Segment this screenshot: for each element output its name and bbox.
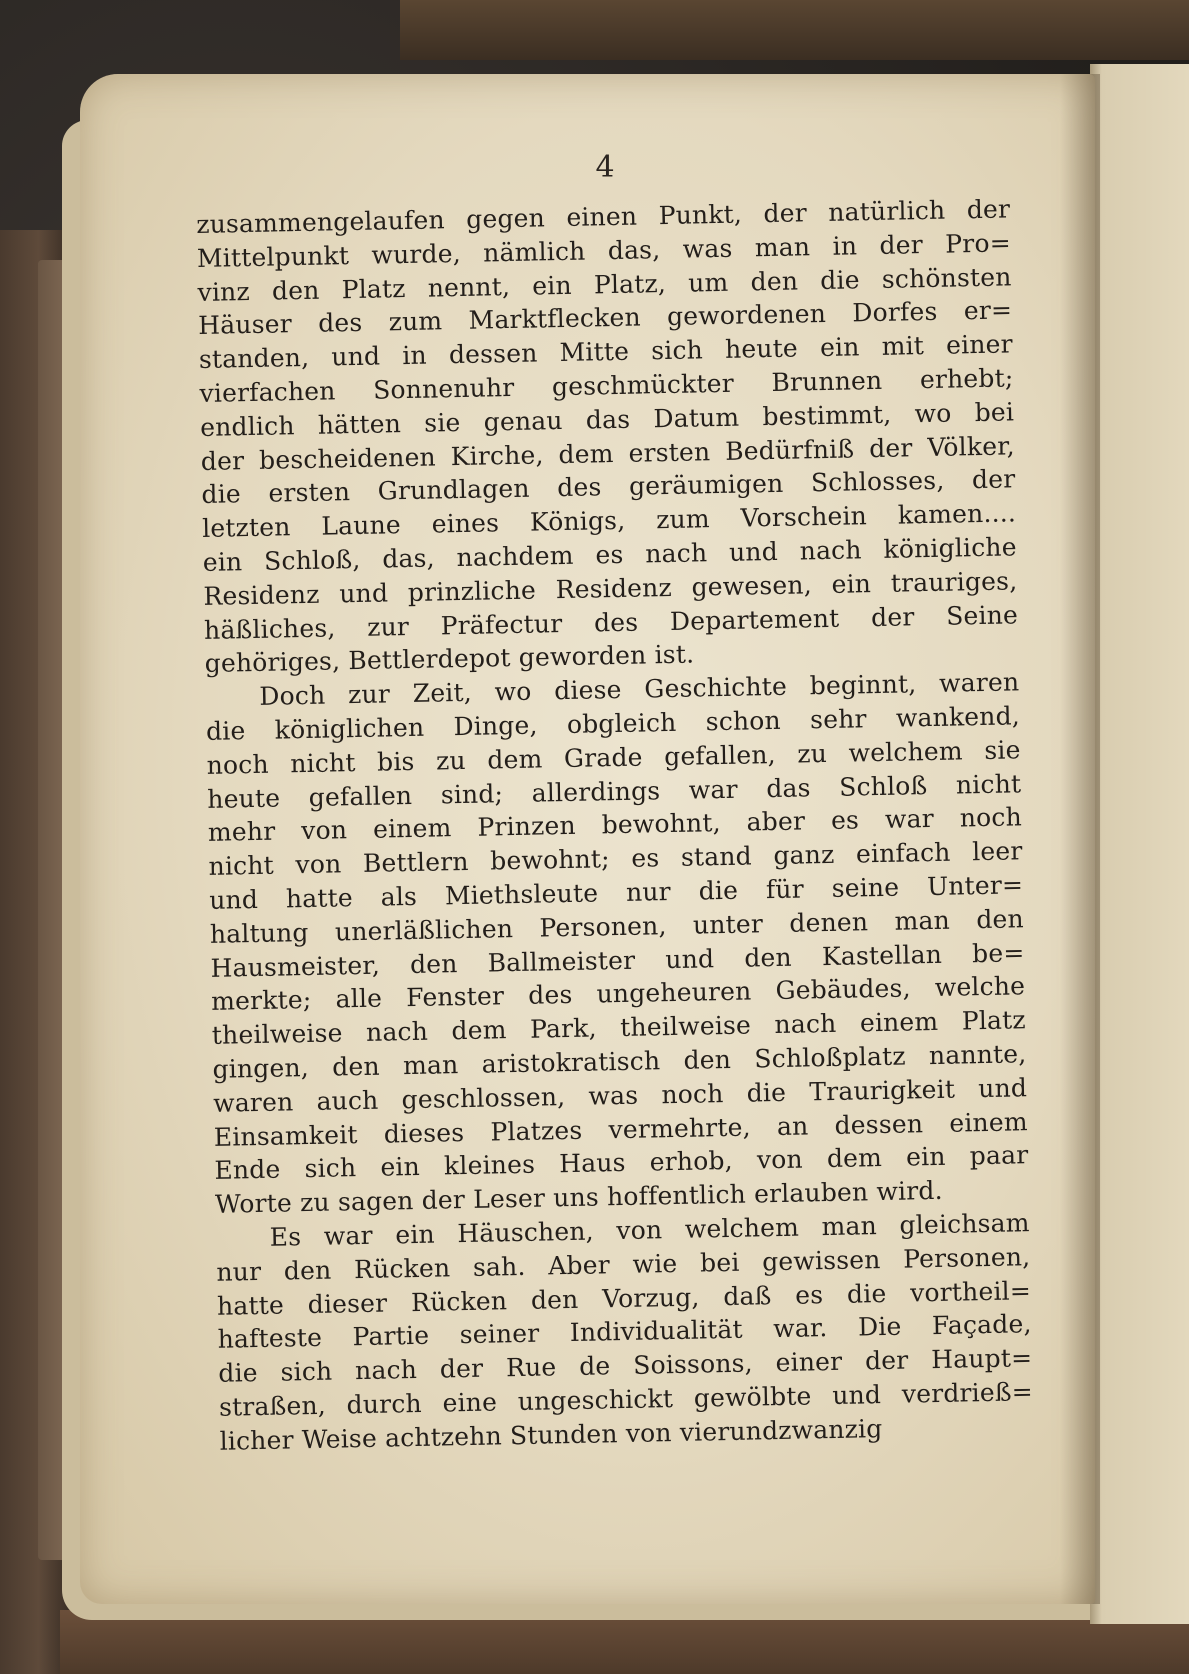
text-line: haltung unerläßlichen Personen, unter denen man den	[209, 903, 1025, 949]
text-line: Ende sich ein kleines Haus erhob, von dem ein paar	[214, 1140, 1029, 1186]
text-line: Doch zur Zeit, wo diese Geschichte beginnt, waren	[259, 667, 1020, 712]
text-line: noch nicht bis zu dem Grade gefallen, zu welchem sie	[206, 735, 1021, 780]
text-line: der bescheidenen Kirche, dem ersten Bedürfniß der Völker,	[200, 430, 1015, 476]
text-line: standen, und in dessen Mitte sich heute ein mit einer	[198, 329, 1014, 375]
text-line: die ersten Grundlagen des geräumigen Schlosses, der	[201, 464, 1016, 510]
text-line: Es war ein Häuschen, von welchem man gleichsam	[269, 1208, 1030, 1252]
facing-page-edge	[1090, 64, 1189, 1624]
text-line: die sich nach der Rue de Soissons, einer der Haupt=	[218, 1343, 1033, 1388]
text-line: ein Schloß, das, nachdem es nach und nach königliche	[202, 532, 1017, 577]
text-line: Einsamkeit dieses Platzes vermehrte, an dessen einem	[213, 1106, 1028, 1152]
text-line: endlich hätten sie genau das Datum bestimmt, wo bei	[199, 397, 1015, 442]
text-line: Worte zu sagen der Leser uns hoffentlich erlauben wird.	[214, 1175, 943, 1219]
text-line: letzten Laune eines Königs, zum Vorschein kamen....	[201, 498, 1017, 544]
text-line: heute gefallen sind; allerdings war das Schloß nicht	[207, 768, 1022, 814]
text-line: hafteste Partie seiner Individualität war. Die Façade,	[217, 1309, 1032, 1355]
text-line: Hausmeister, den Ballmeister und den Kastellan be=	[210, 937, 1025, 983]
page-number: 4	[595, 150, 615, 185]
text-line: gingen, den man aristokratisch den Schloßplatz nannte,	[212, 1039, 1027, 1084]
text-line: und hatte als Miethsleute nur die für seine Unter=	[209, 870, 1024, 915]
text-line: Mittelpunkt wurde, nämlich das, was man in der Pro=	[196, 228, 1012, 273]
text-line: nicht von Bettlern bewohnt; es stand ganz einfach leer	[208, 836, 1023, 882]
text-line: merkte; alle Fenster des ungeheuren Gebäudes, welche	[210, 971, 1026, 1017]
text-line: straßen, durch eine ungeschickt gewölbte und verdrieß=	[218, 1377, 1034, 1422]
text-line: gehöriges, Bettlerdepot geworden ist.	[204, 639, 695, 679]
text-line: Residenz und prinzliche Residenz gewesen, ein trauriges,	[203, 566, 1018, 611]
text-line: nur den Rücken sah. Aber wie bei gewissen Personen,	[216, 1241, 1031, 1287]
text-line: waren auch geschlossen, was noch die Traurigkeit und	[212, 1072, 1028, 1118]
text-line: Häuser des zum Marktflecken gewordenen Dorfes er=	[197, 295, 1013, 341]
text-line: häßliches, zur Präfectur des Departement der Seine	[203, 599, 1019, 645]
text-line: vierfachen Sonnenuhr geschmückter Brunnen erhebt;	[199, 363, 1014, 408]
gutter-shadow	[1060, 74, 1100, 1604]
book-cover-top	[400, 0, 1189, 60]
text-line: licher Weise achtzehn Stunden von vierundzwanzig	[219, 1413, 883, 1456]
text-line: mehr von einem Prinzen bewohnt, aber es war noch	[207, 802, 1023, 848]
text-line: theilweise nach dem Park, theilweise nach einem Platz	[211, 1005, 1027, 1050]
text-line: die königlichen Dinge, obgleich schon sehr wankend,	[205, 701, 1021, 746]
text-line: zusammengelaufen gegen einen Punkt, der natürlich der	[196, 194, 1011, 239]
body-text	[196, 192, 1034, 1458]
text-line: hatte dieser Rücken den Vorzug, daß es die vortheil=	[216, 1275, 1032, 1321]
text-line: vinz den Platz nennt, ein Platz, um den die schönsten	[197, 261, 1012, 307]
